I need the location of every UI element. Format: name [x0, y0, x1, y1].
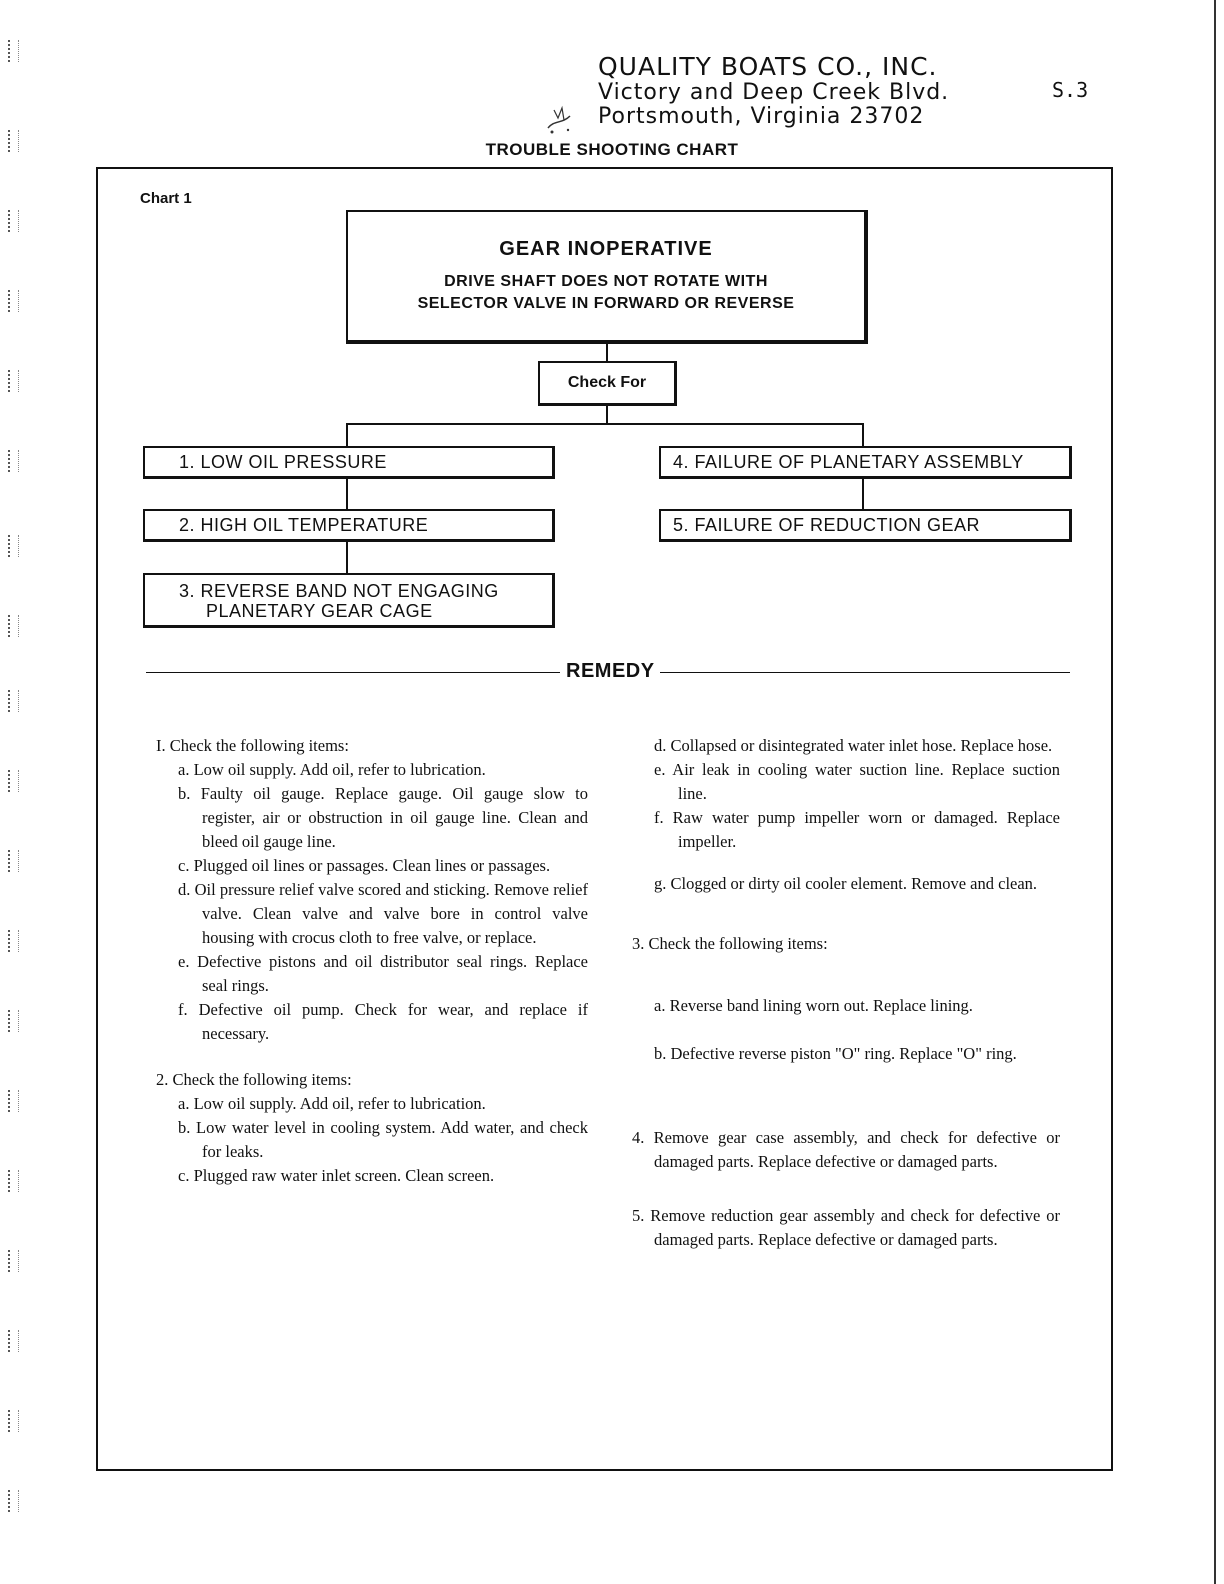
remedy-left-column: [156, 734, 588, 1188]
section-2-item: c. Plugged raw water inlet screen. Clean screen.: [178, 1166, 495, 1185]
section-1-heading: I. Check the following items:: [156, 736, 349, 755]
connector-line: [862, 478, 864, 512]
main-problem-title: GEAR INOPERATIVE: [499, 238, 713, 260]
remedy-rule-right: [660, 672, 1070, 673]
section-2-item: f. Raw water pump impeller worn or damaged. Replace impeller.: [654, 808, 1060, 851]
connector-line: [346, 423, 348, 447]
section-4-text: 4. Remove gear case assembly, and check for defective or damaged parts. Replace defective or damaged parts.: [632, 1128, 1060, 1171]
page-edge-line: [1214, 0, 1216, 1584]
document-title: TROUBLE SHOOTING CHART: [485, 140, 739, 159]
section-1-item: d. Oil pressure relief valve scored and sticking. Remove relief valve. Clean valve and valve bore in control valve housing with crocus cloth to free valve, or replace.: [178, 880, 588, 947]
section-3-item: b. Defective reverse piston "O" ring. Replace "O" ring.: [654, 1044, 1017, 1063]
address-line-1: Victory and Deep Creek Blvd.: [598, 80, 950, 105]
connector-line: [346, 423, 864, 425]
section-2-item: e. Air leak in cooling water suction line. Replace suction line.: [654, 760, 1060, 803]
page-code: S.3: [1052, 78, 1089, 102]
remedy-right-column: [632, 734, 1060, 1252]
remedy-rule-left: [146, 672, 560, 673]
section-2-item: b. Low water level in cooling system. Add water, and check for leaks.: [178, 1118, 588, 1161]
cause-planetary-assembly: 4. FAILURE OF PLANETARY ASSEMBLY: [659, 446, 1072, 479]
connector-line: [606, 404, 608, 424]
cause-high-oil-temperature: 2. HIGH OIL TEMPERATURE: [143, 509, 555, 542]
section-1-item: a. Low oil supply. Add oil, refer to lubrication.: [178, 760, 486, 779]
main-problem-box: [346, 210, 868, 344]
cause-reverse-band-line-1: 3. REVERSE BAND NOT ENGAGING: [179, 581, 499, 601]
main-subtitle-line-1: DRIVE SHAFT DOES NOT ROTATE WITH: [444, 273, 768, 290]
section-3-heading: 3. Check the following items:: [632, 934, 828, 953]
cause-reverse-band-line-2: PLANETARY GEAR CAGE: [206, 601, 433, 621]
address-line-2: Portsmouth, Virginia 23702: [598, 104, 925, 129]
section-2-item: a. Low oil supply. Add oil, refer to lubrication.: [178, 1094, 486, 1113]
chart-label: Chart 1: [140, 190, 192, 207]
remedy-title: REMEDY: [566, 660, 655, 682]
connector-line: [862, 423, 864, 447]
section-1-item: f. Defective oil pump. Check for wear, and replace if necessary.: [178, 1000, 588, 1043]
section-2-heading: 2. Check the following items:: [156, 1070, 352, 1089]
section-2-item: g. Clogged or dirty oil cooler element. Remove and clean.: [654, 874, 1038, 893]
section-3-item: a. Reverse band lining worn out. Replace lining.: [654, 996, 973, 1015]
section-1-item: c. Plugged oil lines or passages. Clean lines or passages.: [178, 856, 551, 875]
section-1-item: e. Defective pistons and oil distributor seal rings. Replace seal rings.: [178, 952, 588, 995]
section-2-item: d. Collapsed or disintegrated water inlet hose. Replace hose.: [654, 736, 1053, 755]
cause-reverse-band: [143, 573, 555, 628]
company-logo-icon: [540, 98, 580, 138]
cause-reduction-gear: 5. FAILURE OF REDUCTION GEAR: [659, 509, 1072, 542]
main-subtitle-line-2: SELECTOR VALVE IN FORWARD OR REVERSE: [417, 295, 795, 312]
section-1-item: b. Faulty oil gauge. Replace gauge. Oil gauge slow to register, air or obstruction in oil gauge line. Clean and bleed oil gauge line.: [178, 784, 588, 851]
connector-line: [606, 340, 608, 362]
company-name: QUALITY BOATS CO., INC.: [598, 52, 938, 81]
cause-low-oil-pressure: 1. LOW OIL PRESSURE: [143, 446, 555, 479]
main-problem-subtitle: [348, 271, 864, 315]
check-for-box: Check For: [538, 361, 677, 406]
section-5-text: 5. Remove reduction gear assembly and check for defective or damaged parts. Replace defective or damaged parts.: [632, 1206, 1060, 1249]
